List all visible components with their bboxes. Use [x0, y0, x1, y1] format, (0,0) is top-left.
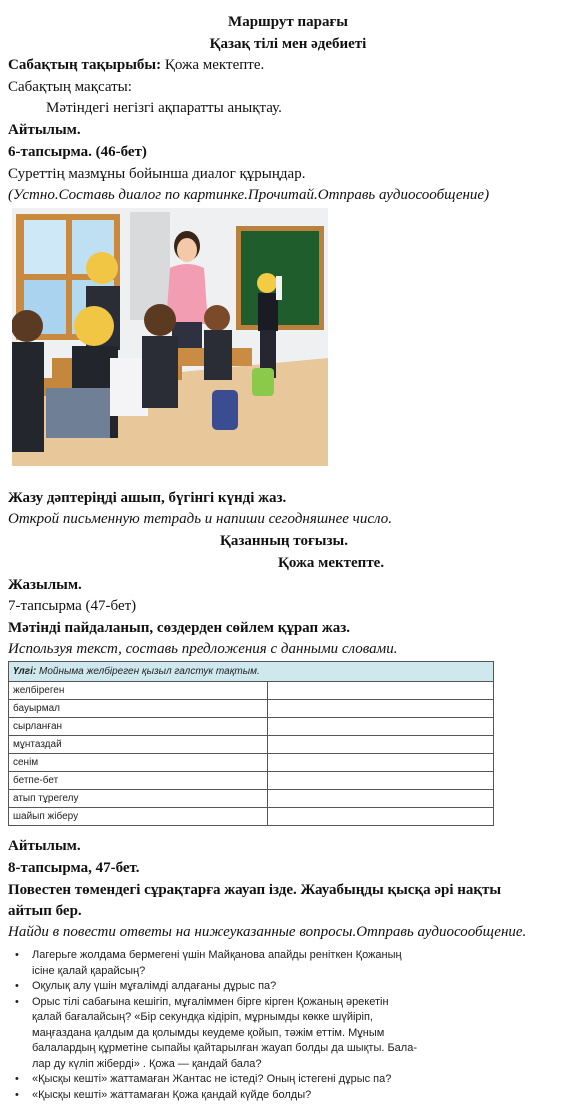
- question-line: «Қысқы кешті» жаттамаған Жантас не істеді? Оның істегені дұрыс па?: [32, 1073, 392, 1085]
- speaking2-heading: Айтылым.: [8, 838, 81, 854]
- table-row: [9, 754, 494, 772]
- topic-label: Сабақтың тақырыбы:: [8, 57, 162, 73]
- table-row: [9, 718, 494, 736]
- question-line: маңғаздана қалдым да қолымды кеудеме қойып, тәжім еттім. Мұным: [32, 1026, 385, 1039]
- writing-heading: Жазылым.: [8, 577, 82, 593]
- classroom-illustration: [12, 208, 328, 466]
- topic-value: Қожа мектепте.: [161, 57, 265, 73]
- answer-cell[interactable]: [268, 754, 494, 772]
- list-item: [8, 1088, 568, 1104]
- answer-cell[interactable]: [268, 718, 494, 736]
- question-line: балалардың құрметіне сыпайы қайтарылған жауап болды да шықты. Бала-: [32, 1042, 417, 1054]
- bullet-icon: •: [15, 1088, 19, 1101]
- speaking-heading: Айтылым.: [8, 122, 81, 138]
- example-label: Үлгі:: [13, 666, 37, 677]
- question-list: [8, 948, 568, 1103]
- table-row: [9, 808, 494, 826]
- task-7-label: 7-тапсырма (47-бет): [8, 598, 137, 614]
- table-row: [9, 700, 494, 718]
- bullet-icon: •: [15, 995, 19, 1008]
- task-6-instruction: Суреттің мазмұны бойынша диалог құрыңдар.: [8, 166, 306, 182]
- bullet-icon: •: [15, 980, 19, 992]
- word-cell: желбіреген: [9, 682, 268, 700]
- list-item: [8, 995, 568, 1073]
- question-line: Лагерьге жолдама бермегені үшін Майқанова апайды реніткен Қожаның: [32, 949, 402, 961]
- example-cell: [9, 662, 494, 682]
- table-row: [9, 736, 494, 754]
- subject-title: Қазақ тілі мен әдебиеті: [209, 36, 367, 52]
- word-cell: сырланған: [9, 718, 268, 736]
- task-7-instruction: Мәтінді пайдаланып, сөздерден сөйлем құрап жаз.: [8, 620, 351, 636]
- question-line: лар ду күліп жіберді» . Қожа — қандай бала?: [32, 1057, 262, 1070]
- answer-cell[interactable]: [268, 736, 494, 754]
- task-8-label: 8-тапсырма, 47-бет.: [8, 860, 140, 876]
- lesson-goal-text: Мәтіндегі негізгі ақпаратты анықтау.: [46, 100, 282, 116]
- answer-cell[interactable]: [268, 682, 494, 700]
- list-item: [8, 979, 568, 995]
- lesson-goal-label: Сабақтың мақсаты:: [8, 79, 132, 95]
- word-cell: шайып жіберу: [9, 808, 268, 826]
- bullet-icon: •: [15, 1073, 19, 1085]
- notebook-translation: Открой письменную тетрадь и напиши сегодняшнее число.: [8, 511, 392, 527]
- answer-cell[interactable]: [268, 700, 494, 718]
- word-cell: мұнтаздай: [9, 736, 268, 754]
- page-title: Маршрут парағы: [228, 14, 348, 30]
- task-8-instruction-line1: Повестен төмендегі сұрақтарға жауап ізде. Жауабыңды қысқа әрі нақты: [8, 882, 502, 898]
- notebook-topic: Қожа мектепте.: [278, 555, 385, 571]
- task-6-label: 6-тапсырма. (46-бет): [8, 144, 147, 160]
- question-line: қалай бағалайсың? «Бір секундқа кідіріп, мұрнымды көкке шүйіріп,: [32, 1011, 373, 1023]
- task-6-translation: (Устно.Составь диалог по картинке.Прочитай.Отправь аудиосообщение): [8, 187, 490, 203]
- word-table: [8, 661, 494, 826]
- answer-cell[interactable]: [268, 772, 494, 790]
- task-8-translation: Найди в повести ответы на нижеуказанные вопросы.Отправь аудиосообщение.: [8, 924, 527, 940]
- list-item: [8, 948, 568, 979]
- bullet-icon: •: [15, 949, 19, 961]
- date-text: Қазанның тоғызы.: [220, 533, 348, 549]
- table-row: [9, 790, 494, 808]
- question-line: Оқулық алу үшін мұғалімді алдағаны дұрыс па?: [32, 980, 277, 992]
- word-cell: бетпе-бет: [9, 772, 268, 790]
- table-row: [9, 682, 494, 700]
- example-text: Мойныма желбіреген қызыл галстук тақтым.: [36, 666, 260, 677]
- question-line: «Қысқы кешті» жаттамаған Қожа қандай күйде болды?: [32, 1088, 312, 1101]
- question-line: ісіне қалай қарайсың?: [32, 964, 146, 977]
- word-cell: атып тұрегелу: [9, 790, 268, 808]
- table-header-row: [9, 662, 494, 682]
- task-8-instruction-line2: айтып бер.: [8, 903, 82, 919]
- question-line: Орыс тілі сабағына кешігіп, мұғаліммен бірге кірген Қожаның әрекетін: [32, 995, 389, 1008]
- notebook-instruction: Жазу дәптеріңді ашып, бүгінгі күнді жаз.: [8, 490, 287, 506]
- table-row: [9, 772, 494, 790]
- word-cell: бауырмал: [9, 700, 268, 718]
- lesson-topic: [8, 55, 264, 75]
- word-cell: сенім: [9, 754, 268, 772]
- answer-cell[interactable]: [268, 808, 494, 826]
- list-item: [8, 1072, 568, 1088]
- task-7-translation: Используя текст, составь предложения с данными словами.: [8, 641, 398, 657]
- answer-cell[interactable]: [268, 790, 494, 808]
